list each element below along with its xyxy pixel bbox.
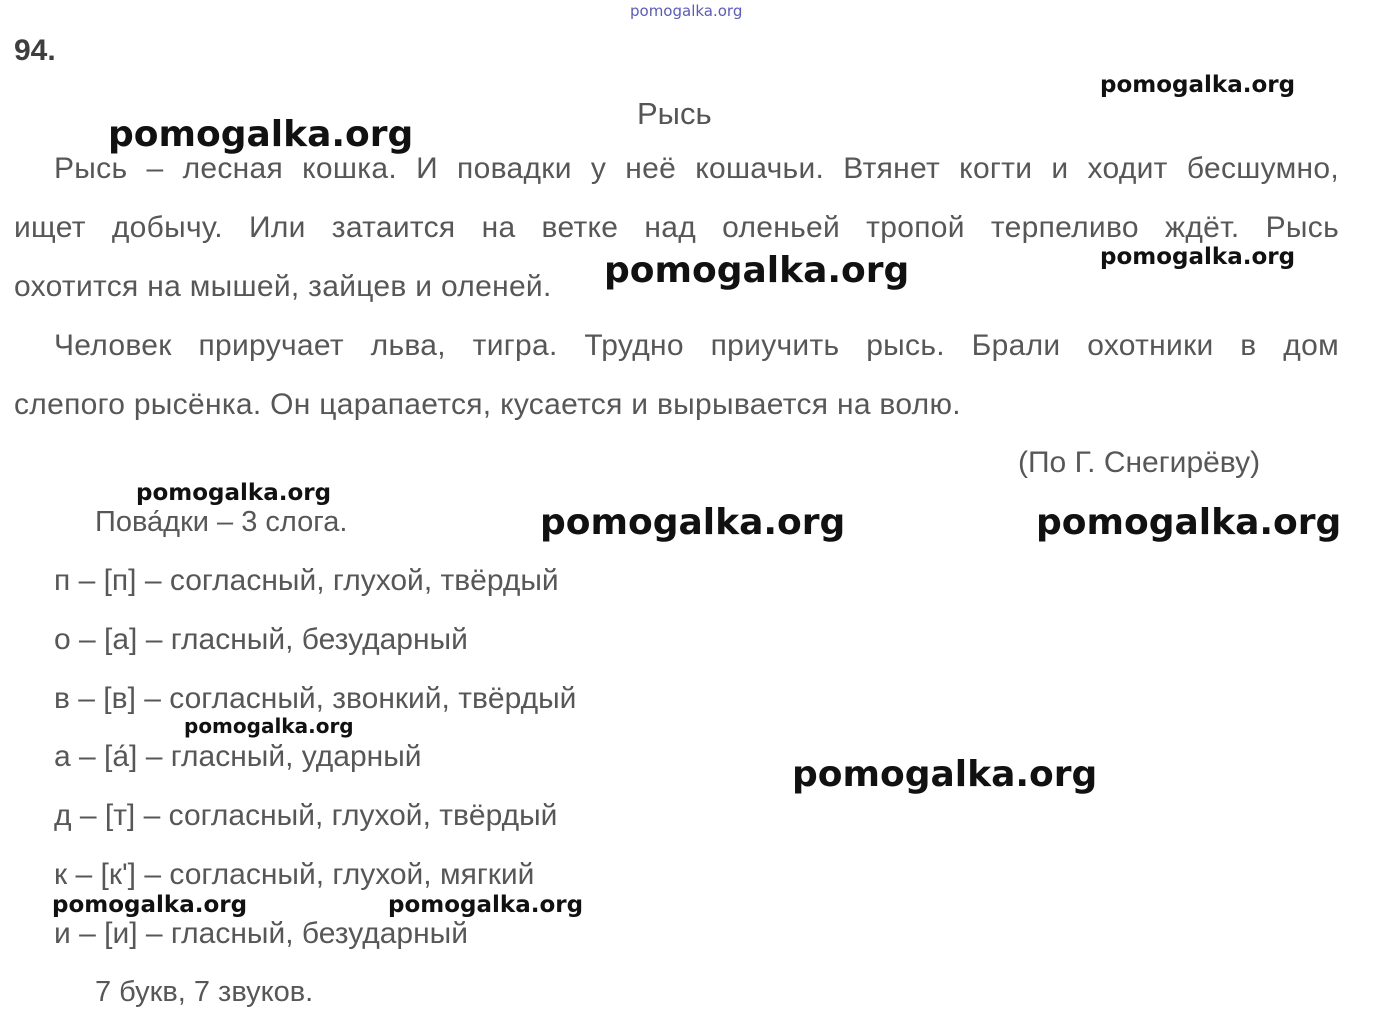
text-line-3: охотится на мышей, зайцев и оленей. bbox=[14, 270, 552, 303]
watermark: pomogalka.org bbox=[540, 502, 846, 543]
text-line-5: слепого рысёнка. Он царапается, кусается и вырывается на волю. bbox=[14, 388, 961, 421]
text-line-2: ищет добычу. Или затаится на ветке над оленьей тропой терпеливо ждёт. Рысь bbox=[14, 211, 1339, 244]
sound-row: а – [а́] – гласный, ударный bbox=[54, 740, 422, 773]
text-author: (По Г. Снегирёву) bbox=[1018, 446, 1261, 479]
sound-row: в – [в] – согласный, звонкий, твёрдый bbox=[54, 682, 577, 715]
watermark: pomogalka.org bbox=[108, 114, 414, 155]
watermark: pomogalka.org bbox=[604, 250, 910, 291]
sound-row: п – [п] – согласный, глухой, твёрдый bbox=[54, 564, 559, 597]
text-line-1: Рысь – лесная кошка. И повадки у неё кошачьи. Втянет когти и ходит бесшумно, bbox=[54, 152, 1339, 185]
task-number: 94. bbox=[14, 34, 56, 67]
summary-line: 7 букв, 7 звуков. bbox=[95, 976, 314, 1008]
watermark: pomogalka.org bbox=[136, 480, 332, 506]
syllables-line: Пова́дки – 3 слога. bbox=[95, 506, 348, 538]
watermark: pomogalka.org bbox=[1100, 72, 1296, 98]
watermark: pomogalka.org bbox=[388, 892, 584, 918]
sound-row: и – [и] – гласный, безударный bbox=[54, 917, 468, 950]
text-line-4: Человек приручает льва, тигра. Трудно приучить рысь. Брали охотники в дом bbox=[54, 329, 1339, 362]
watermark-top: pomogalka.org bbox=[630, 2, 743, 20]
watermark: pomogalka.org bbox=[792, 754, 1098, 795]
watermark: pomogalka.org bbox=[184, 714, 354, 738]
sound-row: к – [к'] – согласный, глухой, мягкий bbox=[54, 858, 535, 891]
sound-row: д – [т] – согласный, глухой, твёрдый bbox=[54, 799, 558, 832]
watermark: pomogalka.org bbox=[1100, 244, 1296, 270]
sound-row: о – [а] – гласный, безударный bbox=[54, 623, 468, 656]
text-title: Рысь bbox=[637, 96, 712, 131]
watermark: pomogalka.org bbox=[52, 892, 248, 918]
watermark: pomogalka.org bbox=[1036, 502, 1342, 543]
